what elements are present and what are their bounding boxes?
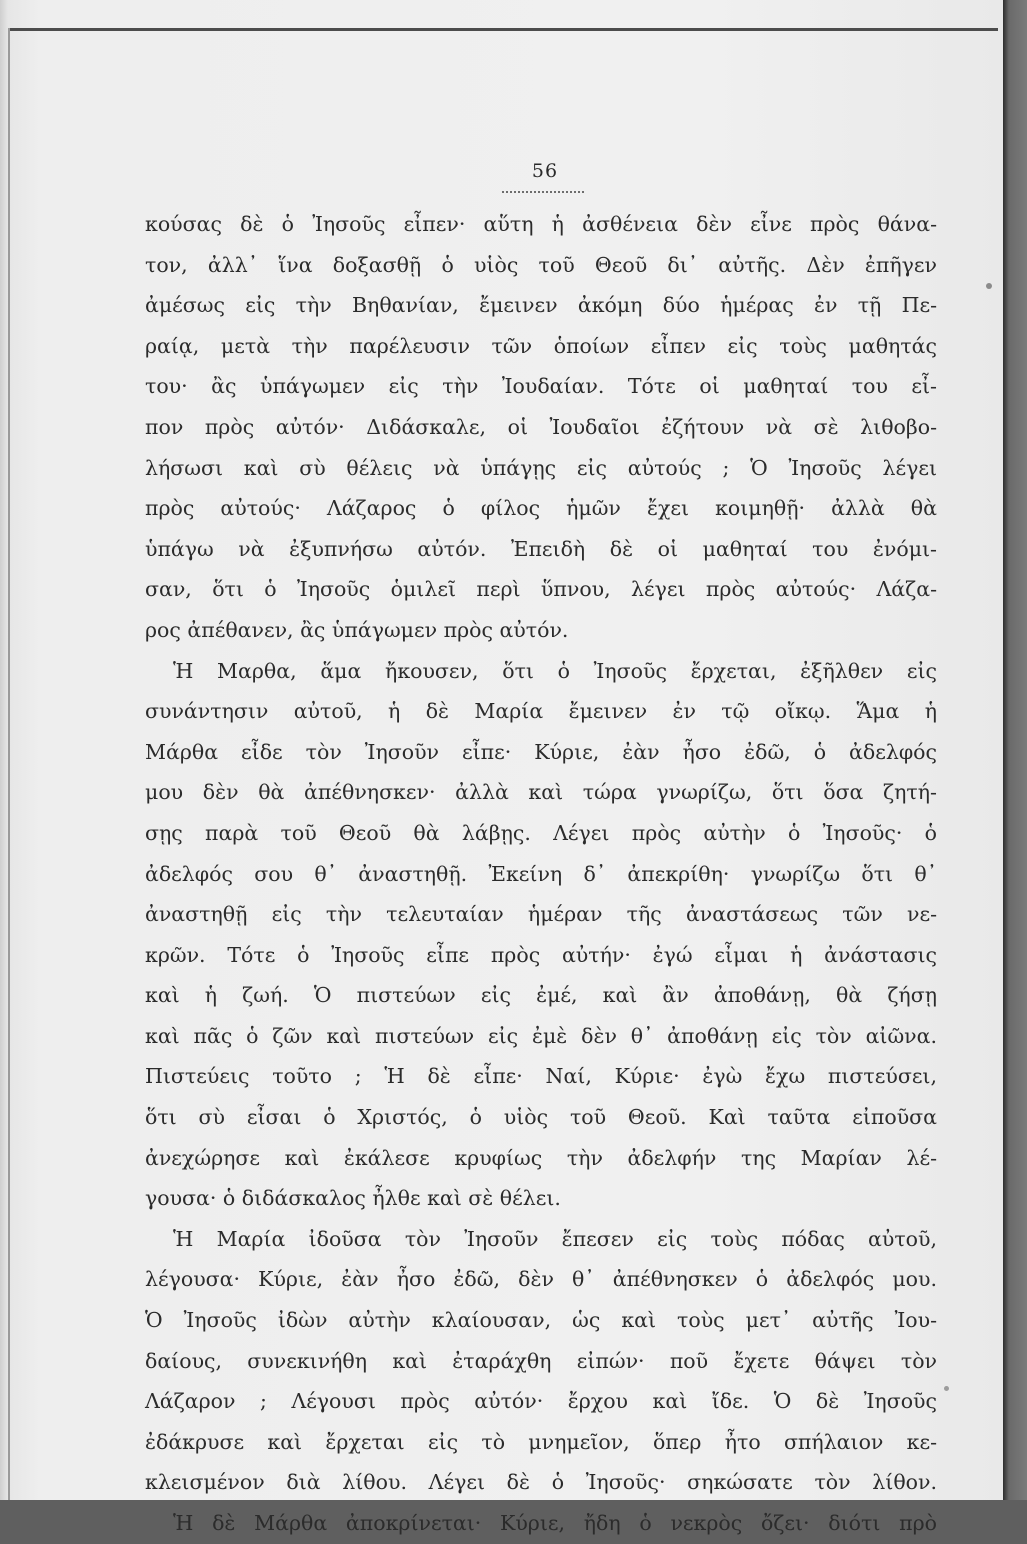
text-line: πρὸς αὐτούς· Λάζαρος ὁ φίλος ἡμῶν ἔχει κοιμηθῇ· ἀλλὰ θὰ [145,496,937,521]
scan-border [1003,0,1027,1500]
text-line: ρος ἀπέθανεν, ἂς ὑπάγωμεν πρὸς αὐτόν. [145,617,569,642]
text-line: ὅτι σὺ εἶσαι ὁ Χριστός, ὁ υἱὸς τοῦ Θεοῦ. Καὶ ταῦτα εἰποῦσα [145,1105,937,1130]
text-line: σαν, ὅτι ὁ Ἰησοῦς ὁμιλεῖ περὶ ὕπνου, λέγει πρὸς αὐτούς· Λάζα- [145,577,937,602]
text-line: δαίους, συνεκινήθη καὶ ἐταράχθη εἰπών· ποῦ ἔχετε θάψει τὸν [145,1348,937,1373]
text-line: λέγουσα· Κύριε, ἐὰν ἦσο ἐδῶ, δὲν θ᾽ ἀπέθνησκεν ὁ ἀδελφός μου. [145,1267,937,1292]
paragraph-start-line: Ἡ δὲ Μάρθα ἀποκρίνεται· Κύριε, ἤδη ὁ νεκρὸς ὄζει· διότι πρὸ [173,1511,937,1535]
ink-speck [944,1386,949,1391]
text-line: γουσα· ὁ διδάσκαλος ἦλθε καὶ σὲ θέλει. [145,1186,561,1211]
paragraph-start-line: Ἡ Μαρθα, ἅμα ἤκουσεν, ὅτι ὁ Ἰησοῦς ἔρχεται, ἐξῆλθεν εἰς [173,658,937,683]
text-line: Ὁ Ἰησοῦς ἰδὼν αὐτὴν κλαίουσαν, ὡς καὶ τοὺς μετ᾽ αὐτῆς Ἰου- [145,1308,937,1333]
text-line: κούσας δὲ ὁ Ἰησοῦς εἶπεν· αὕτη ἡ ἀσθένεια δὲν εἶνε πρὸς θάνα- [145,212,937,236]
page-top-edge [8,28,998,31]
text-line: συνάντησιν αὐτοῦ, ἡ δὲ Μαρία ἔμεινεν ἐν τῷ οἴκῳ. Ἅμα ἡ [145,699,937,724]
ink-speck [986,283,992,289]
body-text [145,204,937,1544]
text-line: ραίᾳ, μετὰ τὴν παρέλευσιν τῶν ὁποίων εἶπεν εἰς τοὺς μαθητάς [145,333,937,358]
text-line: ἀνεχώρησε καὶ ἐκάλεσε κρυφίως τὴν ἀδελφήν της Μαρίαν λέ- [145,1145,937,1170]
text-line: ἐδάκρυσε καὶ ἔρχεται εἰς τὸ μνημεῖον, ὅπερ ἦτο σπήλαιον κε- [145,1429,937,1454]
page-left-edge [8,28,10,1500]
text-line: κρῶν. Τότε ὁ Ἰησοῦς εἶπε πρὸς αὐτήν· ἐγώ εἶμαι ἡ ἀνάστασις [145,942,937,967]
text-line: ὑπάγω νὰ ἐξυπνήσω αὐτόν. Ἐπειδὴ δὲ οἱ μαθηταί του ἐνόμι- [145,536,937,561]
text-line: ἀμέσως εἰς τὴν Βηθανίαν, ἔμεινεν ἀκόμη δύο ἡμέρας ἐν τῇ Πε- [145,293,937,318]
text-line: κλεισμένον διὰ λίθου. Λέγει δὲ ὁ Ἰησοῦς· σηκώσατε τὸν λίθον. [145,1470,937,1495]
text-line: του· ἂς ὑπάγωμεν εἰς τὴν Ἰουδαίαν. Τότε οἱ μαθηταί του εἶ- [145,374,937,399]
text-line: τον, ἀλλ᾽ ἵνα δοξασθῇ ὁ υἱὸς τοῦ Θεοῦ δι᾽ αὐτῆς. Δὲν ἐπῆγεν [145,252,937,277]
text-line: μου δὲν θὰ ἀπέθνησκεν· ἀλλὰ καὶ τώρα γνωρίζω, ὅτι ὅσα ζητή- [145,780,937,805]
text-line: πον πρὸς αὐτόν· Διδάσκαλε, οἱ Ἰουδαῖοι ἐζήτουν νὰ σὲ λιθοβο- [145,414,937,439]
text-line: σῃς παρὰ τοῦ Θεοῦ θὰ λάβῃς. Λέγει πρὸς αὐτὴν ὁ Ἰησοῦς· ὁ [145,820,937,845]
text-line: λήσωσι καὶ σὺ θέλεις νὰ ὑπάγῃς εἰς αὐτούς ; Ὁ Ἰησοῦς λέγει [145,455,937,480]
page-number: 56 [531,160,559,182]
text-line: ἀδελφός σου θ᾽ ἀναστηθῇ. Ἐκείνη δ᾽ ἀπεκρίθη· γνωρίζω ὅτι θ᾽ [145,861,937,886]
text-line: Πιστεύεις τοῦτο ; Ἡ δὲ εἶπε· Ναί, Κύριε· ἐγὼ ἔχω πιστεύσει, [145,1064,937,1089]
text-line: Λάζαρον ; Λέγουσι πρὸς αὐτόν· ἔρχου καὶ ἴδε. Ὁ δὲ Ἰησοῦς [145,1389,937,1414]
paragraph-start-line: Ἡ Μαρία ἰδοῦσα τὸν Ἰησοῦν ἔπεσεν εἰς τοὺς πόδας αὐτοῦ, [173,1226,937,1251]
page-number-rule [502,191,584,193]
text-line: Μάρθα εἶδε τὸν Ἰησοῦν εἶπε· Κύριε, ἐὰν ἦσο ἐδῶ, ὁ ἀδελφός [145,739,937,764]
text-line: καὶ ἡ ζωή. Ὁ πιστεύων εἰς ἐμέ, καὶ ἂν ἀποθάνῃ, θὰ ζήσῃ [145,983,937,1008]
text-line: ἀναστηθῇ εἰς τὴν τελευταίαν ἡμέραν τῆς ἀναστάσεως τῶν νε- [145,902,937,927]
text-line: καὶ πᾶς ὁ ζῶν καὶ πιστεύων εἰς ἐμὲ δὲν θ᾽ ἀποθάνῃ εἰς τὸν αἰῶνα. [145,1023,937,1048]
